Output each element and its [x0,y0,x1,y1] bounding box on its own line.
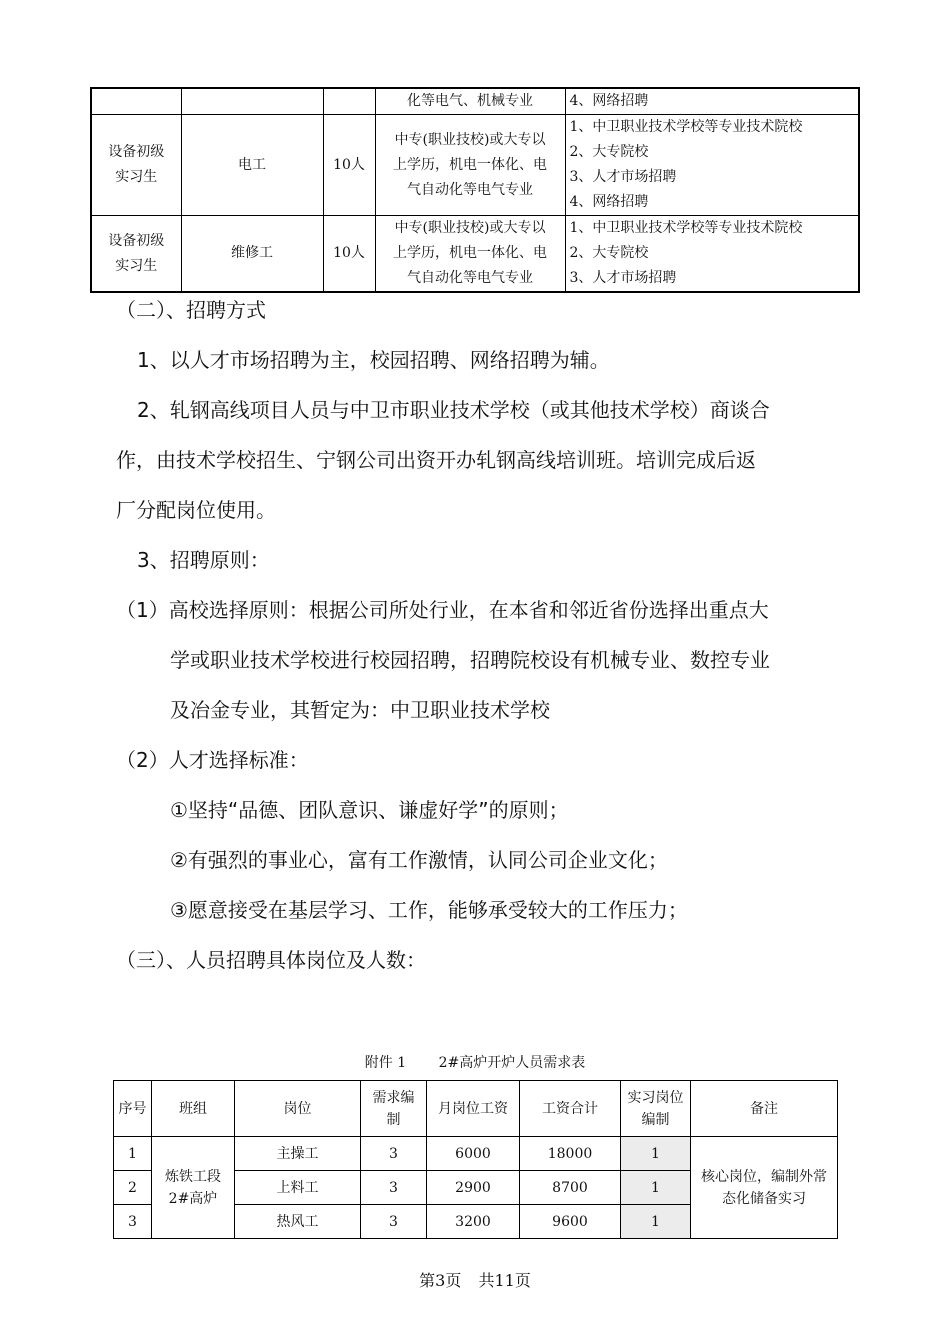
paragraph-4-line-1: （1）高校选择原则：根据公司所处行业，在本省和邻近省份选择出重点大 [116,598,769,622]
channel-cell: 1、中卫职业技术学校等专业技术院校 2、大专院校 3、人才市场招聘 [565,216,859,293]
wage-cell: 2900 [427,1171,520,1205]
total-cell: 8700 [520,1171,621,1205]
table-row [114,1137,838,1171]
group-cell: 炼铁工段 2#高炉 [152,1137,235,1239]
attachment-label: 附件 1 [364,1055,407,1071]
requirement-cell: 化等电气、机械专业 [375,88,565,115]
wage-cell: 3200 [427,1205,520,1239]
paragraph-5: （2）人才选择标准： [116,748,309,772]
post-cell: 上料工 [235,1171,361,1205]
header-cell: 班组 [152,1081,235,1137]
section-heading-2: （二）、招聘方式 [116,298,266,322]
attachment-caption [0,1052,950,1072]
furnace-staffing-table [113,1080,838,1239]
paragraph-3: 3、招聘原则： [137,548,270,572]
type-cell [91,88,181,115]
no-cell: 2 [114,1171,152,1205]
table-header-row [114,1081,838,1137]
post-cell: 维修工 [181,216,323,293]
type-cell: 设备初级实习生 [91,216,181,293]
paragraph-4-line-2: 学或职业技术学校进行校园招聘，招聘院校设有机械专业、数控专业 [170,648,770,672]
post-cell: 热风工 [235,1205,361,1239]
header-cell: 序号 [114,1081,152,1137]
wage-cell: 6000 [427,1137,520,1171]
criteria-1: ①坚持“品德、团队意识、谦虚好学”的原则； [170,798,569,822]
recruitment-channel-table [90,87,860,293]
paragraph-2-line-3: 厂分配岗位使用。 [116,498,276,522]
header-cell: 工资合计 [520,1081,621,1137]
channel-cell: 1、中卫职业技术学校等专业技术院校 2、大专院校 3、人才市场招聘 4、网络招聘 [565,115,859,216]
requirement-cell: 中专(职业技校)或大专以 上学历，机电一体化、电 气自动化等电气专业 [375,216,565,293]
header-cell: 备注 [691,1081,838,1137]
paragraph-2-line-2: 作，由技术学校招生、宁钢公司出资开办轧钢高线培训班。培训完成后返 [116,448,756,472]
count-cell: 10人 [323,216,375,293]
no-cell: 1 [114,1137,152,1171]
section-heading-3: （三）、人员招聘具体岗位及人数： [116,948,426,972]
no-cell: 3 [114,1205,152,1239]
need-cell: 3 [361,1137,427,1171]
post-cell: 主操工 [235,1137,361,1171]
note-cell: 核心岗位，编制外常 态化储备实习 [691,1137,838,1239]
table-row [91,115,859,216]
table-row [91,88,859,115]
attachment-title: 2#高炉开炉人员需求表 [438,1055,586,1071]
total-cell: 9600 [520,1205,621,1239]
post-cell: 电工 [181,115,323,216]
paragraph-4-line-3: 及冶金专业，其暂定为：中卫职业技术学校 [170,698,550,722]
need-cell: 3 [361,1171,427,1205]
paragraph-1: 1、以人才市场招聘为主，校园招聘、网络招聘为辅。 [137,348,610,372]
header-cell: 需求编制 [361,1081,427,1137]
total-cell: 18000 [520,1137,621,1171]
header-cell: 岗位 [235,1081,361,1137]
table-row [91,216,859,293]
count-cell [323,88,375,115]
channel-cell: 4、网络招聘 [565,88,859,115]
need-cell: 3 [361,1205,427,1239]
type-cell: 设备初级实习生 [91,115,181,216]
requirement-cell: 中专(职业技校)或大专以 上学历，机电一体化、电 气自动化等电气专业 [375,115,565,216]
header-cell: 实习岗位编制 [621,1081,691,1137]
criteria-2: ②有强烈的事业心，富有工作激情，认同公司企业文化； [170,848,668,872]
header-cell: 月岗位工资 [427,1081,520,1137]
page-total: 共11页 [478,1271,531,1290]
page-number: 第3页 [419,1271,462,1290]
intern-cell: 1 [621,1137,691,1171]
intern-cell: 1 [621,1205,691,1239]
paragraph-2-line-1: 2、轧钢高线项目人员与中卫市职业技术学校（或其他技术学校）商谈合 [137,398,770,422]
intern-cell: 1 [621,1171,691,1205]
criteria-3: ③愿意接受在基层学习、工作，能够承受较大的工作压力； [170,898,688,922]
page-footer [0,1268,950,1291]
count-cell: 10人 [323,115,375,216]
post-cell [181,88,323,115]
